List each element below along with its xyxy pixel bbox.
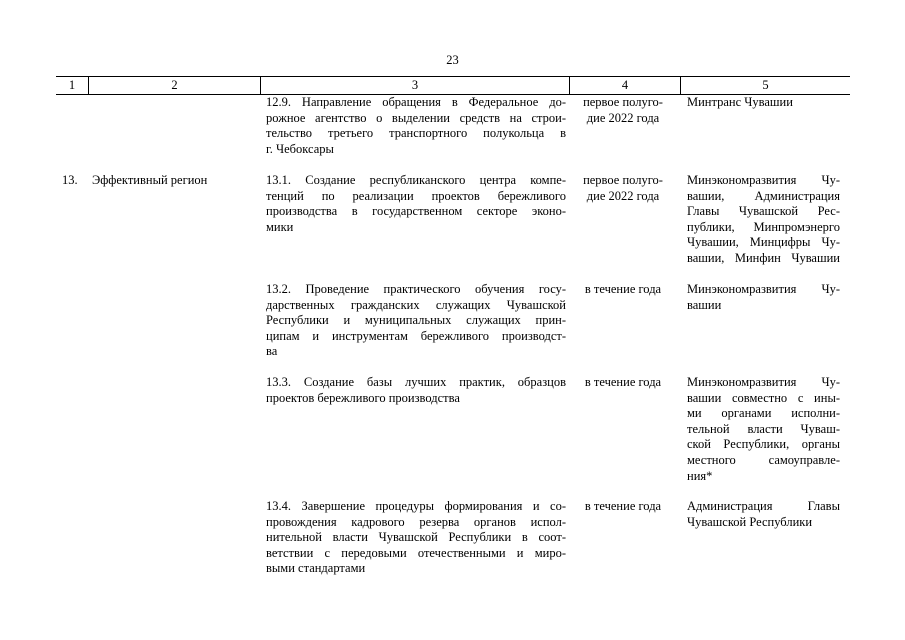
responsible-text: Администрация Главы Чувашской Республики — [687, 499, 840, 529]
term-text: в течение года — [584, 499, 662, 513]
measure-text: 13.3. Создание базы лучших практик, образцов проектов бережливого производства — [266, 375, 566, 405]
measure-text: 12.9. Направление обращения в Федеральное до- рожное агентство о выделении средств на строи- тельство третьего транспортного полукольца в г. Чебоксары — [266, 95, 566, 156]
responsible-text: Минэкономразвития Чу- вашии совместно с ины- ми органами исполни- тельной власти Чуваш- ской Республики, органы местного самоуправле- ния* — [687, 375, 840, 483]
item-number: 13. — [62, 173, 78, 187]
header-col-1: 1 — [68, 78, 76, 92]
term-text: в течение года — [584, 282, 662, 296]
header-col-4: 4 — [569, 77, 680, 94]
item-name: Эффективный регион — [92, 173, 208, 187]
header-col-2: 2 — [88, 77, 260, 94]
responsible-text: Минэкономразвития Чу- вашии — [687, 282, 840, 312]
page-number: 23 — [446, 53, 459, 67]
measure-text: 13.2. Проведение практического обучения госу- дарственных гражданских служащих Чувашской Республики и муниципальных служащих прин- ципам и инструментам бережливого производст- ва — [266, 282, 566, 359]
table-header — [56, 76, 850, 95]
term-text: первое полуго- дие 2022 года — [583, 95, 663, 125]
responsible-text: Минтранс Чувашии — [687, 95, 793, 109]
measure-text: 13.4. Завершение процедуры формирования и со- провождения кадрового резерва органов испол- нительной власти Чувашской Республики в соот- ветствии с передовыми отечественными и миро- выми стандартами — [266, 499, 566, 576]
measure-text: 13.1. Создание республиканского центра компе- тенций по реализации проектов бережливого производства в государственном секторе эконо- мики — [266, 173, 566, 234]
responsible-text: Минэкономразвития Чу- вашии, Администрация Главы Чувашской Рес- публики, Минпромэнерго Чувашии, Минцифры Чу- вашии, Минфин Чувашии — [687, 173, 840, 265]
header-col-3: 3 — [260, 77, 569, 94]
term-text: в течение года — [584, 375, 662, 389]
header-col-5: 5 — [680, 77, 850, 94]
term-text: первое полуго- дие 2022 года — [583, 173, 663, 203]
